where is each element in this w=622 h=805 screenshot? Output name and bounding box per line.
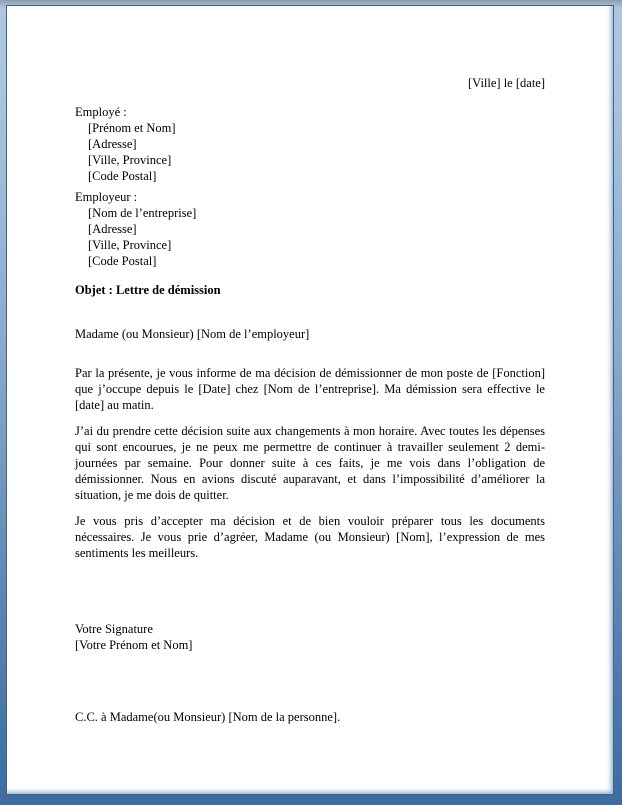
letter-page: [6, 5, 614, 795]
employee-block: [75, 104, 545, 184]
signature-name-placeholder: [Votre Prénom et Nom]: [75, 638, 193, 652]
employer-address-line: [Nom de l’entreprise]: [88, 206, 197, 220]
employee-address-line: [Prénom et Nom]: [88, 121, 176, 135]
body-paragraph-2: J’ai du prendre cette décision suite aux changements à mon horaire. Avec toutes les dépenses qui sont encourues, je ne peux me permettre de continuer à travailler seulement 2 demi-journées par semaine. Pour donner suite à ces faits, je me vois dans l’obligation de démissionner. Nous en avions discuté auparavant, et dans l’impossibilité d’améliorer la situation, je me dois de quitter.: [75, 424, 545, 502]
letter-content: [7, 6, 613, 725]
body-paragraph-3: Je vous pris d’accepter ma décision et de bien vouloir préparer tous les documents nécessaires. Je vous prie d’agréer, Madame (ou Monsieur) [Nom], l’expression de mes sentiments les meilleurs.: [75, 514, 545, 560]
employee-address-line: [Code Postal]: [88, 169, 157, 183]
date-line: [Ville] le [date]: [468, 76, 545, 90]
signature-label: Votre Signature: [75, 622, 153, 636]
employee-label: Employé :: [75, 105, 127, 119]
employee-address-line: [Adresse]: [88, 137, 137, 151]
signature-block: [75, 621, 545, 653]
employer-address-line: [Ville, Province]: [88, 238, 172, 252]
body-paragraph-1: Par la présente, je vous informe de ma décision de démissionner de mon poste de [Fonction] que j’occupe depuis le [Date] chez [Nom de l’entreprise]. Ma démission sera effective le [date] au matin.: [75, 366, 545, 412]
employer-address-line: [Adresse]: [88, 222, 137, 236]
employee-address-line: [Ville, Province]: [88, 153, 172, 167]
salutation-line: Madame (ou Monsieur) [Nom de l’employeur]: [75, 327, 310, 341]
subject-line: Objet : Lettre de démission: [75, 283, 221, 297]
employer-block: [75, 189, 545, 269]
employer-label: Employeur :: [75, 190, 138, 204]
cc-line: C.C. à Madame(ou Monsieur) [Nom de la personne].: [75, 710, 341, 724]
employer-address-line: [Code Postal]: [88, 254, 157, 268]
